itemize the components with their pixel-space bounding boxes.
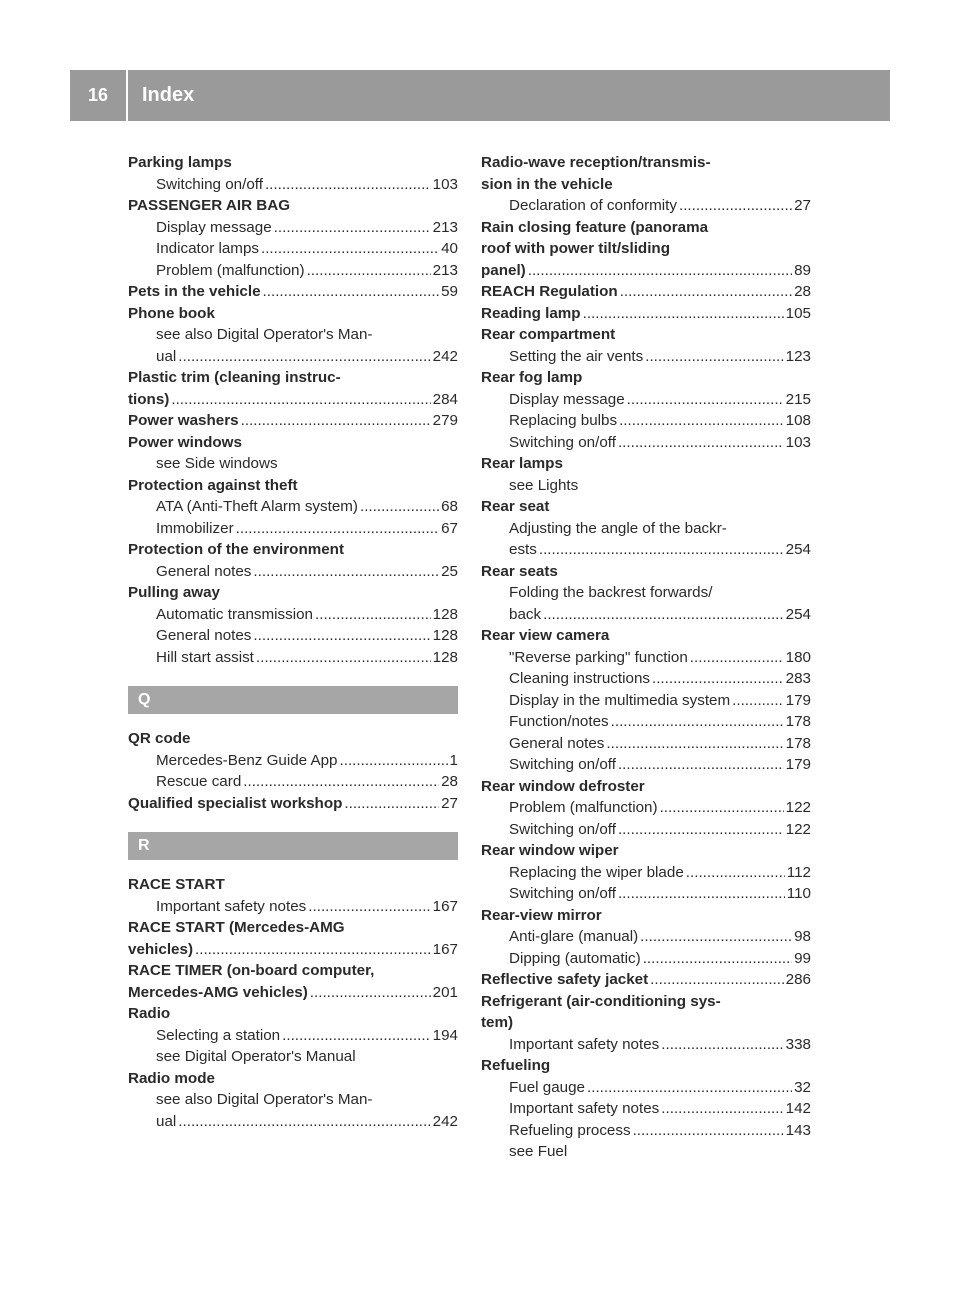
entry-label: Mercedes-AMG vehicles)	[128, 983, 308, 1001]
entry-label: REACH Regulation	[481, 283, 618, 300]
index-column-right	[481, 152, 811, 1163]
dot-leader	[253, 561, 439, 583]
entry-label: Fuel gauge	[509, 1078, 585, 1096]
page-reference[interactable]: 32	[794, 1078, 811, 1096]
dot-leader	[618, 819, 784, 841]
entry-label: Rescue card	[156, 773, 242, 790]
index-subentry-text: see also Digital Operator's Man-	[156, 1091, 373, 1108]
index-subentry[interactable]	[481, 819, 811, 841]
index-heading: sion in the vehicle	[481, 175, 613, 193]
index-subentry[interactable]	[481, 647, 811, 669]
page-reference[interactable]: 283	[785, 670, 811, 687]
index-subentry[interactable]	[128, 346, 458, 368]
dot-leader	[661, 1098, 783, 1120]
page-title: Index	[142, 84, 195, 106]
dot-leader	[643, 948, 792, 970]
index-subentry[interactable]	[481, 690, 811, 712]
entry-label: Switching on/off	[156, 175, 263, 193]
page-reference[interactable]: 103	[785, 433, 811, 451]
entry-label: ATA (Anti-Theft Alarm system)	[156, 498, 358, 515]
index-column-left	[128, 152, 458, 1132]
entry-label: Switching on/off	[509, 885, 616, 902]
index-subentry[interactable]	[481, 883, 811, 905]
entry-label: ual	[156, 1112, 177, 1130]
index-heading: Radio mode	[128, 1069, 215, 1087]
index-heading: Pulling away	[128, 584, 220, 601]
index-subentry[interactable]	[128, 174, 458, 196]
index-subentry[interactable]	[128, 625, 458, 647]
dot-leader	[690, 647, 784, 669]
index-heading: Rain closing feature (panorama	[481, 218, 709, 236]
entry-label: Important safety notes	[156, 897, 307, 915]
index-subentry[interactable]	[481, 733, 811, 755]
index-subentry[interactable]	[481, 797, 811, 819]
entry-label: Indicator lamps	[156, 240, 259, 257]
index-subentry[interactable]	[481, 1098, 811, 1120]
entry-label: tions)	[128, 390, 170, 408]
index-heading: Protection of the environment	[128, 541, 345, 558]
page-reference[interactable]: 128	[432, 648, 458, 666]
index-subentry-text: see Lights	[509, 476, 579, 494]
page-reference[interactable]: 167	[432, 940, 458, 958]
index-subentry[interactable]	[481, 1034, 811, 1056]
dot-leader	[619, 410, 784, 432]
entry-label: vehicles)	[128, 940, 194, 958]
page-reference[interactable]: 178	[785, 734, 811, 752]
index-subentry[interactable]	[481, 754, 811, 776]
index-subentry[interactable]	[481, 1077, 811, 1099]
dot-leader	[308, 896, 430, 918]
dot-leader	[652, 668, 784, 690]
entry-label: Setting the air vents	[509, 347, 644, 365]
entry-label: "Reverse parking" function	[509, 648, 688, 666]
index-heading: QR code	[128, 730, 191, 747]
page-reference[interactable]: 242	[432, 1112, 458, 1130]
index-heading-entry[interactable]	[128, 389, 458, 411]
entry-label: Declaration of conformity	[509, 197, 677, 214]
page-reference[interactable]: 201	[432, 983, 458, 1001]
dot-leader	[543, 604, 784, 626]
entry-label: Display message	[509, 390, 625, 408]
index-subentry-text: Folding the backrest forwards/	[509, 584, 713, 601]
page-reference[interactable]: 99	[794, 949, 811, 967]
dot-leader	[261, 238, 439, 260]
index-heading-entry[interactable]	[128, 410, 458, 432]
entry-label: Function/notes	[509, 713, 609, 730]
index-subentry[interactable]	[481, 711, 811, 733]
index-subentry[interactable]	[128, 260, 458, 282]
page-reference[interactable]: 27	[441, 794, 458, 812]
entry-label: panel)	[481, 261, 526, 279]
index-heading: PASSENGER AIR BAG	[128, 197, 291, 214]
index-subentry[interactable]	[128, 217, 458, 239]
entry-label: Cleaning instructions	[509, 670, 650, 687]
page-reference[interactable]: 284	[432, 390, 458, 408]
entry-label: Problem (malfunction)	[156, 261, 305, 279]
dot-leader	[732, 690, 784, 712]
entry-label: Refueling process	[509, 1121, 631, 1139]
entry-label: Anti-glare (manual)	[509, 928, 639, 945]
index-heading: Rear seat	[481, 498, 550, 515]
index-heading: roof with power tilt/sliding	[481, 240, 670, 257]
entry-label: General notes	[156, 627, 252, 644]
entry-label: General notes	[156, 562, 252, 580]
dot-leader	[660, 797, 784, 819]
dot-leader	[307, 260, 431, 282]
dot-leader	[243, 771, 439, 793]
dot-leader	[618, 754, 784, 776]
index-subentry[interactable]	[481, 410, 811, 432]
page-reference[interactable]: 68	[441, 498, 458, 515]
entry-label: Replacing bulbs	[509, 412, 618, 429]
index-heading: Radio-wave reception/transmis-	[481, 154, 711, 171]
index-subentry[interactable]	[481, 948, 811, 970]
entry-label: ual	[156, 347, 177, 365]
entry-label: Selecting a station	[156, 1026, 281, 1044]
index-subentry[interactable]	[128, 238, 458, 260]
page-reference[interactable]: 123	[785, 347, 811, 365]
dot-leader	[528, 260, 792, 282]
dot-leader	[645, 346, 783, 368]
dot-leader	[241, 410, 431, 432]
page-reference[interactable]: 213	[432, 261, 458, 279]
index-subentry-text: see Digital Operator's Manual	[156, 1048, 356, 1065]
index-heading-entry[interactable]	[481, 969, 811, 991]
index-heading-entry[interactable]	[128, 982, 458, 1004]
page-reference[interactable]: 178	[785, 713, 811, 730]
page-reference[interactable]: 112	[786, 863, 811, 881]
dot-leader	[620, 281, 792, 303]
index-subentry-text: see Side windows	[156, 455, 278, 472]
entry-label: Automatic transmission	[156, 605, 313, 623]
page-reference[interactable]: 28	[441, 773, 458, 790]
index-heading-entry[interactable]	[128, 939, 458, 961]
dot-leader	[274, 217, 431, 239]
index-heading: Rear fog lamp	[481, 369, 583, 386]
index-heading: Phone book	[128, 304, 215, 322]
entry-label: Mercedes-Benz Guide App	[156, 751, 338, 769]
index-heading: Rear view camera	[481, 627, 610, 644]
page-number: 16	[87, 85, 109, 105]
page-reference[interactable]: 27	[794, 197, 811, 214]
index-heading: Radio	[128, 1005, 171, 1022]
entry-label: Switching on/off	[509, 756, 616, 773]
entry-label: Problem (malfunction)	[509, 799, 658, 816]
page-reference[interactable]: 122	[785, 799, 811, 816]
index-subentry[interactable]	[128, 771, 458, 793]
page-reference[interactable]: 179	[785, 756, 811, 773]
dot-leader	[583, 303, 784, 325]
page-reference[interactable]: 286	[785, 971, 811, 988]
entry-label: Switching on/off	[509, 820, 616, 838]
entry-label: Hill start assist	[156, 648, 254, 666]
index-subentry[interactable]	[128, 750, 458, 772]
page-header	[70, 70, 890, 121]
index-subentry[interactable]	[481, 389, 811, 411]
page-reference[interactable]: 108	[785, 412, 811, 429]
page-reference[interactable]: 143	[785, 1121, 811, 1139]
dot-leader	[633, 1120, 784, 1142]
dot-leader	[263, 281, 440, 303]
dot-leader	[256, 647, 431, 669]
page-reference[interactable]: 28	[794, 283, 811, 300]
index-subentry[interactable]	[481, 604, 811, 626]
page-reference[interactable]: 103	[432, 175, 458, 193]
entry-label: back	[509, 605, 542, 623]
page-reference[interactable]: 25	[441, 562, 458, 580]
page-reference[interactable]: 254	[785, 541, 811, 558]
index-heading: Rear window wiper	[481, 842, 619, 859]
index-heading: Parking lamps	[128, 154, 232, 171]
index-heading: Protection against theft	[128, 476, 298, 494]
dot-leader	[195, 939, 431, 961]
index-heading: Refueling	[481, 1057, 551, 1074]
index-heading-entry[interactable]	[481, 260, 811, 282]
page-reference[interactable]: 1	[449, 751, 458, 769]
index-subentry[interactable]	[128, 496, 458, 518]
section-letter-heading: Q	[128, 686, 458, 714]
page-reference[interactable]: 167	[432, 897, 458, 915]
dot-leader	[253, 625, 430, 647]
dot-leader	[265, 174, 431, 196]
page-reference[interactable]: 67	[441, 519, 458, 537]
index-subentry[interactable]	[481, 195, 811, 217]
index-heading: Rear window defroster	[481, 777, 645, 795]
entry-label: Important safety notes	[509, 1100, 660, 1117]
index-subentry[interactable]	[128, 1025, 458, 1047]
page-reference[interactable]: 254	[785, 605, 811, 623]
dot-leader	[360, 496, 439, 518]
dot-leader	[587, 1077, 792, 1099]
dot-leader	[650, 969, 783, 991]
entry-label: Qualified specialist workshop	[128, 794, 343, 812]
dot-leader	[178, 346, 430, 368]
page-reference[interactable]: 128	[432, 627, 458, 644]
page-reference[interactable]: 180	[785, 648, 811, 666]
index-heading: Refrigerant (air-conditioning sys-	[481, 992, 721, 1010]
entry-label: ests	[509, 541, 537, 558]
index-subentry[interactable]	[481, 1120, 811, 1142]
index-heading: Rear-view mirror	[481, 906, 602, 924]
page-reference[interactable]: 128	[432, 605, 458, 623]
index-heading: RACE START	[128, 876, 225, 893]
index-heading: tem)	[481, 1014, 514, 1031]
entry-label: Dipping (automatic)	[509, 949, 641, 967]
dot-leader	[618, 883, 785, 905]
dot-leader	[310, 982, 431, 1004]
index-heading-entry[interactable]	[481, 303, 811, 325]
index-heading-entry[interactable]	[481, 281, 811, 303]
page-reference[interactable]: 194	[432, 1026, 458, 1044]
dot-leader	[618, 432, 784, 454]
entry-label: Display message	[156, 218, 272, 236]
index-subentry[interactable]	[128, 1111, 458, 1133]
index-heading: RACE START (Mercedes-AMG	[128, 919, 345, 936]
entry-label: Replacing the wiper blade	[509, 863, 684, 881]
entry-label: Reflective safety jacket	[481, 971, 649, 988]
page-reference[interactable]: 215	[785, 390, 811, 408]
dot-leader	[679, 195, 792, 217]
dot-leader	[640, 926, 792, 948]
index-subentry[interactable]	[128, 647, 458, 669]
index-subentry[interactable]	[481, 346, 811, 368]
index-subentry[interactable]	[481, 862, 811, 884]
section-letter-heading: R	[128, 832, 458, 860]
entry-label: Immobilizer	[156, 519, 234, 537]
index-heading-entry[interactable]	[128, 793, 458, 815]
entry-label: Power washers	[128, 412, 239, 429]
dot-leader	[315, 604, 431, 626]
page-reference[interactable]: 338	[785, 1035, 811, 1053]
index-heading: Rear lamps	[481, 455, 563, 472]
page-reference[interactable]: 213	[432, 218, 458, 236]
dot-leader	[171, 389, 430, 411]
dot-leader	[340, 750, 448, 772]
index-subentry[interactable]	[128, 604, 458, 626]
page-reference[interactable]: 142	[785, 1100, 811, 1117]
index-subentry[interactable]	[481, 432, 811, 454]
page-reference[interactable]: 110	[786, 885, 811, 902]
page-reference[interactable]: 242	[432, 347, 458, 365]
page-reference[interactable]: 179	[785, 691, 811, 709]
page-reference[interactable]: 122	[785, 820, 811, 838]
index-heading: RACE TIMER (on-board computer,	[128, 962, 375, 979]
header-divider	[126, 70, 128, 121]
dot-leader	[178, 1111, 430, 1133]
dot-leader	[627, 389, 784, 411]
dot-leader	[686, 862, 785, 884]
page-reference[interactable]: 59	[441, 283, 458, 300]
page-reference[interactable]: 279	[432, 412, 458, 429]
index-heading-entry[interactable]	[128, 281, 458, 303]
index-heading: Rear compartment	[481, 326, 616, 343]
index-heading: Plastic trim (cleaning instruc-	[128, 369, 341, 386]
index-subentry[interactable]	[128, 896, 458, 918]
entry-label: General notes	[509, 734, 605, 752]
entry-label: Important safety notes	[509, 1035, 660, 1053]
dot-leader	[282, 1025, 431, 1047]
page-reference[interactable]: 105	[785, 304, 811, 322]
page-reference[interactable]: 98	[794, 928, 811, 945]
entry-label: Switching on/off	[509, 433, 616, 451]
dot-leader	[236, 518, 439, 540]
dot-leader	[661, 1034, 783, 1056]
entry-label: Reading lamp	[481, 304, 581, 322]
index-subentry-text: see Fuel	[509, 1143, 568, 1160]
page-reference[interactable]: 40	[441, 240, 458, 257]
index-subentry-text: see also Digital Operator's Man-	[156, 326, 373, 343]
index-subentry[interactable]	[128, 518, 458, 540]
index-subentry[interactable]	[481, 926, 811, 948]
index-heading: Power windows	[128, 433, 242, 451]
index-subentry[interactable]	[481, 539, 811, 561]
dot-leader	[344, 793, 439, 815]
dot-leader	[611, 711, 784, 733]
entry-label: Display in the multimedia system	[509, 691, 731, 709]
dot-leader	[606, 733, 783, 755]
index-heading: Rear seats	[481, 562, 558, 580]
dot-leader	[539, 539, 784, 561]
index-subentry[interactable]	[481, 668, 811, 690]
index-subentry[interactable]	[128, 561, 458, 583]
entry-label: Pets in the vehicle	[128, 283, 261, 300]
page-reference[interactable]: 89	[794, 261, 811, 279]
index-subentry-text: Adjusting the angle of the backr-	[509, 519, 727, 537]
